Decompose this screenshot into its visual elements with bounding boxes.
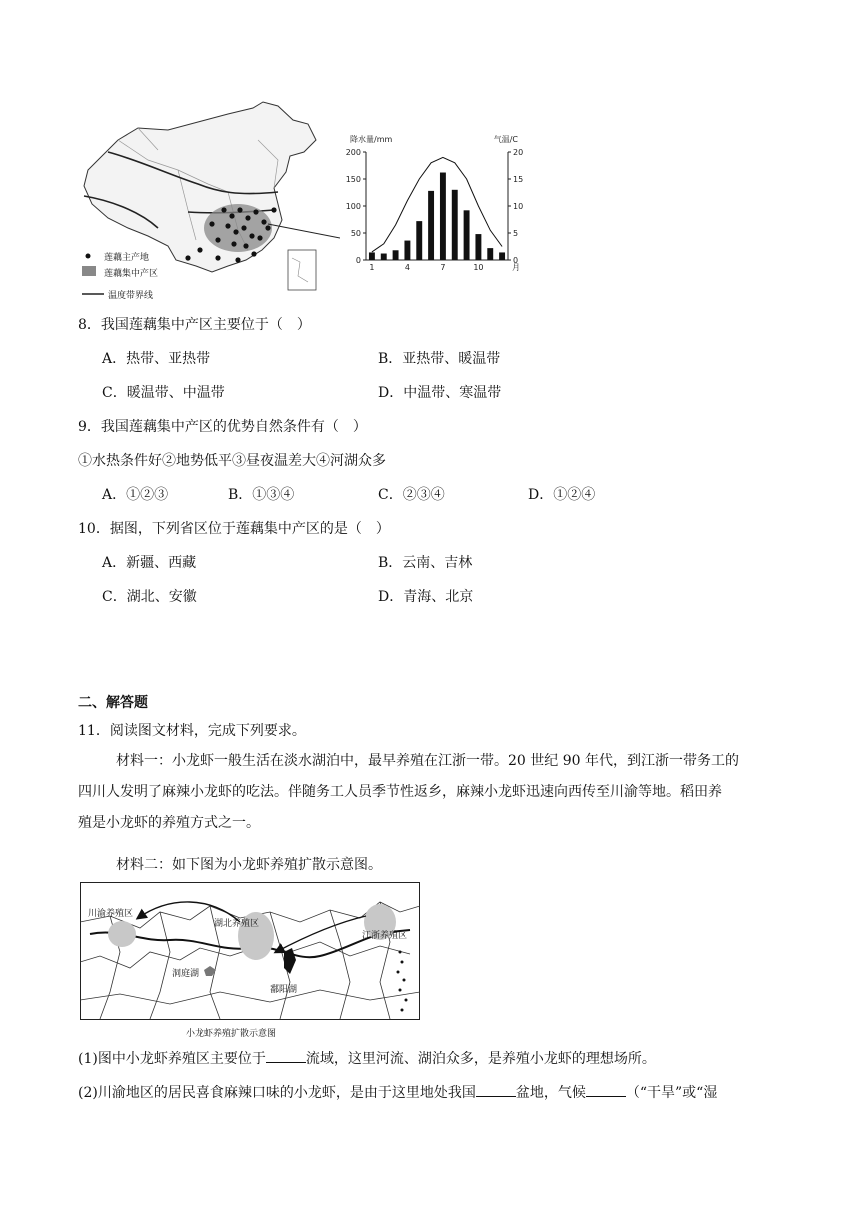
precip-bar-11: [487, 248, 493, 260]
y-tick-left-label: 200: [345, 148, 361, 157]
y-tick-left-label: 50: [350, 229, 361, 238]
q11-sub1-part-b: 流域，这里河流、湖泊众多，是养殖小龙虾的理想场所。: [305, 1051, 656, 1067]
q8-stem: 8．我国莲藕集中产区主要位于（ ）: [78, 317, 311, 333]
y-label-left: 降水量/mm: [350, 135, 393, 144]
q9-option-b[interactable]: B．①③④: [228, 487, 295, 503]
q10-option-d[interactable]: D．青海、北京: [378, 589, 474, 605]
material-1-line2: 四川人发明了麻辣小龙虾的吃法。伴随务工人员季节性返乡，麻辣小龙虾迅速向西传至川渝等地。稻田养: [78, 784, 722, 800]
x-unit-label: 月: [512, 263, 520, 272]
q11-sub1-blank[interactable]: [266, 1048, 306, 1063]
q11-sub2-part-b: 盆地，气候: [515, 1085, 586, 1101]
q9-option-a[interactable]: A．①②③: [102, 487, 169, 503]
q11-sub2-part-c: （“干旱”或“湿: [625, 1085, 718, 1101]
q9-stem: 9．我国莲藕集中产区的优势自然条件有（ ）: [78, 419, 367, 435]
precip-bar-12: [499, 252, 505, 260]
x-tick-label: 1: [369, 263, 375, 272]
x-tick-label: 10: [473, 263, 484, 272]
china-outline: [84, 102, 316, 272]
precip-bar-2: [381, 254, 387, 260]
precip-bar-4: [404, 241, 410, 260]
crayfish-spread-map: [80, 882, 420, 1020]
x-tick-label: 7: [440, 263, 446, 272]
y-tick-right-label: 15: [513, 175, 524, 184]
y-tick-left-label: 100: [345, 202, 361, 211]
material-1-line1: 材料一：小龙虾一般生活在淡水湖泊中，最早养殖在江浙一带。20 世纪 90 年代，到江浙一带务工的: [116, 753, 739, 769]
y-tick-right-label: 10: [513, 202, 524, 211]
q9-sub: ①水热条件好②地势低平③昼夜温差大④河湖众多: [78, 453, 386, 469]
precip-bar-8: [452, 190, 458, 260]
precip-bar-10: [475, 234, 481, 260]
south-sea-inset: [288, 250, 316, 290]
q11-stem: 11．阅读图文材料，完成下列要求。: [78, 723, 306, 739]
y-label-right: 气温/C: [493, 135, 518, 144]
q8-option-b[interactable]: B．亚热带、暖温带: [378, 351, 501, 367]
q11-sub2-part-a: (2)川渝地区的居民喜食麻辣口味的小龙虾，是由于这里地处我国: [78, 1085, 476, 1101]
q10-option-c[interactable]: C．湖北、安徽: [102, 589, 197, 605]
q8-option-a[interactable]: A．热带、亚热带: [102, 351, 211, 367]
legend-concentrated: 莲藕集中产区: [104, 269, 159, 279]
q10-stem: 10．据图，下列省区位于莲藕集中产区的是（ ）: [78, 521, 390, 537]
q10-option-a[interactable]: A．新疆、西藏: [102, 555, 197, 571]
label-poyang: 鄱阳湖: [270, 985, 298, 995]
legend-temperature-line: 温度带界线: [108, 291, 154, 301]
y-tick-left-label: 150: [345, 175, 361, 184]
material-1-line3: 殖是小龙虾的养殖方式之一。: [78, 815, 260, 831]
material-2: 材料二：如下图为小龙虾养殖扩散示意图。: [116, 857, 382, 873]
precip-bar-7: [440, 173, 446, 260]
climate-chart: [340, 130, 530, 275]
q11-sub2: [78, 1082, 717, 1102]
q10-option-b[interactable]: B．云南、吉林: [378, 555, 473, 571]
chuanyu-area: [108, 921, 136, 947]
q8-option-c[interactable]: C．暖温带、中温带: [102, 385, 225, 401]
y-tick-right-label: 5: [513, 229, 519, 238]
y-tick-right-label: 0: [513, 256, 519, 265]
q11-sub2-blank-1[interactable]: [476, 1082, 516, 1097]
q8-option-d[interactable]: D．中温带、寒温带: [378, 385, 502, 401]
legend-production: 莲藕主产地: [104, 253, 150, 263]
x-tick-label: 4: [404, 263, 410, 272]
section-title: 二、解答题: [78, 695, 148, 711]
precip-bar-1: [369, 252, 375, 260]
precip-bar-9: [464, 210, 470, 260]
material-1: [78, 746, 790, 839]
q11-sub2-blank-2[interactable]: [586, 1082, 626, 1097]
label-jiangzhe: 江浙养殖区: [362, 931, 408, 941]
label-dongting: 洞庭湖: [172, 969, 200, 979]
precip-bar-3: [393, 250, 399, 260]
y-tick-left-label: 0: [355, 256, 361, 265]
q11-sub1: [78, 1048, 656, 1068]
precip-bar-6: [428, 191, 434, 260]
temperature-line: [372, 157, 502, 252]
q9-option-d[interactable]: D．①②④: [528, 487, 596, 503]
q11-sub1-part-a: (1)图中小龙虾养殖区主要位于: [78, 1051, 266, 1067]
precip-bar-5: [416, 221, 422, 260]
y-tick-right-label: 20: [513, 148, 524, 157]
map2-caption: 小龙虾养殖扩散示意图: [186, 1029, 277, 1039]
label-hubei: 湖北养殖区: [214, 919, 260, 929]
map-legend: [82, 254, 104, 295]
label-chuanyu: 川渝养殖区: [88, 909, 134, 919]
q9-option-c[interactable]: C．②③④: [378, 487, 445, 503]
